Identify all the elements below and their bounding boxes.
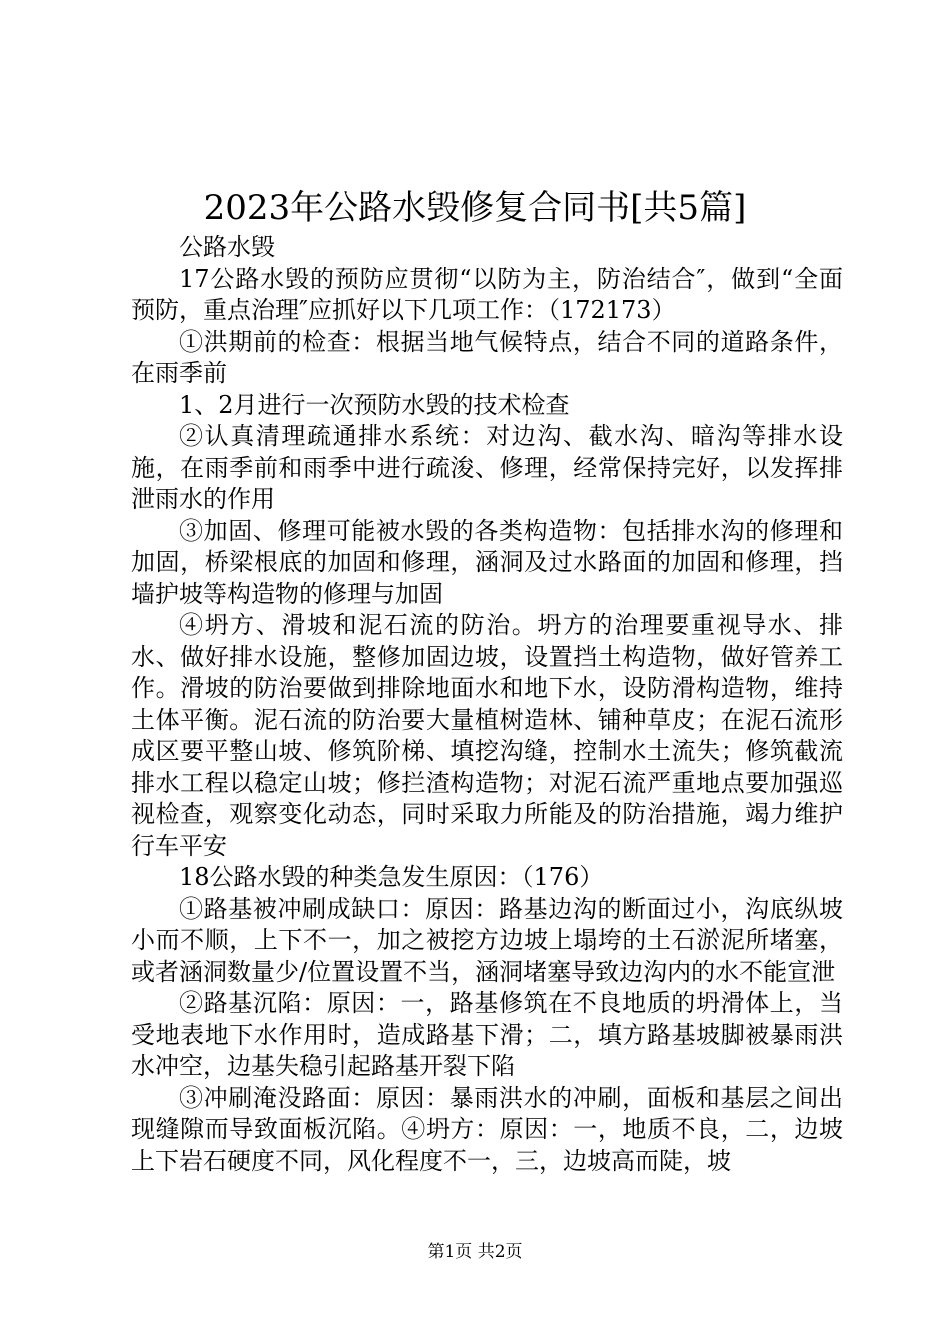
paragraph: ④坍方、滑坡和泥石流的防治。坍方的治理要重视导水、排水、做好排水设施，整修加固边坡，设置挡土构造物，做好管养工作。滑坡的防治要做到排除地面水和地下水，设防滑构造物，维持土体平衡。泥石流的防治要大量植树造林、铺种草皮；在泥石流形成区要平整山坡、修筑阶梯、填挖沟缝，控制水土流失；修筑截流排水工程以稳定山坡；修拦渣构造物；对泥石流严重地点要加强巡视检查，观察变化动态，同时采取力所能及的防治措施，竭力维护行车平安 — [131, 611, 843, 860]
paragraph: ②路基沉陷：原因：一，路基修筑在不良地质的坍滑体上，当受地表地下水作用时，造成路基下滑；二，填方路基坡脚被暴雨洪水冲空，边基失稳引起路基开裂下陷 — [131, 989, 843, 1080]
paragraph: ③冲刷淹没路面：原因：暴雨洪水的冲刷，面板和基层之间出现缝隙而导致面板沉陷。④坍方：原因：一，地质不良，二，边坡上下岩石硬度不同，风化程度不一，三，边坡高而陡，坡 — [131, 1083, 843, 1175]
paragraph: 1、2月进行一次预防水毁的技术检查 — [179, 390, 570, 419]
document-body — [131, 232, 843, 1177]
paragraph: ②认真清理疏通排水系统：对边沟、截水沟、暗沟等排水设施，在雨季前和雨季中进行疏浚、修理，经常保持完好，以发挥排泄雨水的作用 — [131, 422, 843, 513]
paragraph: 公路水毁 — [179, 233, 275, 261]
paragraph: 18公路水毁的种类急发生原因：（176） — [179, 863, 604, 891]
paragraph: ①路基被冲刷成缺口：原因：路基边沟的断面过小，沟底纵坡小而不顺，上下不一，加之被挖方边坡上塌垮的土石淤泥所堵塞，或者涵洞数量少/位置设置不当，涵洞堵塞导致边沟内的水不能宣泄 — [131, 894, 843, 986]
paragraph: 17公路水毁的预防应贯彻“以防为主，防治结合″，做到“全面预防，重点治理″应抓好以下几项工作：（172173） — [131, 264, 843, 324]
page-number-footer: 第1页 共2页 — [427, 1242, 523, 1262]
paragraph: ③加固、修理可能被水毁的各类构造物：包括排水沟的修理和加固，桥梁根底的加固和修理，涵洞及过水路面的加固和修理，挡墙护坡等构造物的修理与加固 — [131, 516, 843, 608]
paragraph: ①洪期前的检查：根据当地气候特点，结合不同的道路条件，在雨季前 — [131, 327, 843, 387]
document-title: 2023年公路水毁修复合同书[共5篇] — [203, 188, 747, 228]
